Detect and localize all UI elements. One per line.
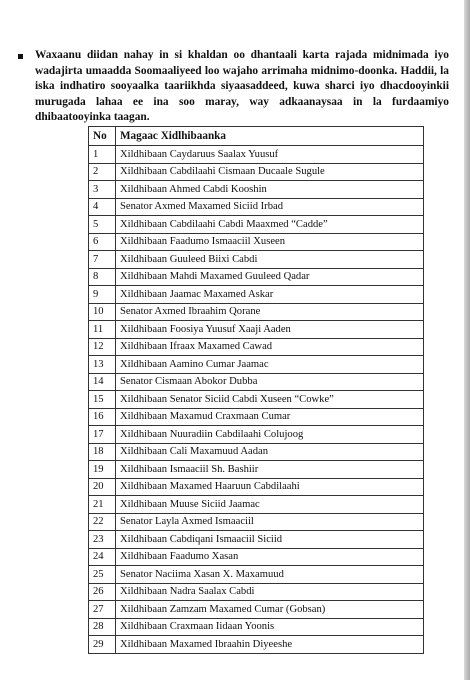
row-number: 6 — [89, 233, 116, 251]
member-name: Xildhibaan Faadumo Ismaaciil Xuseen — [116, 233, 424, 251]
member-name: Xildhibaan Mahdi Maxamed Guuleed Qadar — [116, 268, 424, 286]
intro-paragraph — [14, 48, 450, 126]
table-body — [89, 146, 424, 654]
row-number: 24 — [89, 548, 116, 566]
table-row — [89, 356, 424, 374]
table-row — [89, 548, 424, 566]
table-row — [89, 531, 424, 549]
member-name: Xildhibaan Caydaruus Saalax Yuusuf — [116, 146, 424, 164]
table-row — [89, 373, 424, 391]
member-name: Senator Axmed Ibraahim Qorane — [116, 303, 424, 321]
row-number: 10 — [89, 303, 116, 321]
row-number: 16 — [89, 408, 116, 426]
row-number: 8 — [89, 268, 116, 286]
member-name: Xildhibaan Maxamud Craxmaan Cumar — [116, 408, 424, 426]
member-name: Xildhibaan Cali Maxamuud Aadan — [116, 443, 424, 461]
row-number: 7 — [89, 251, 116, 269]
member-name: Xildhibaan Nuuradiin Cabdilaahi Colujoog — [116, 426, 424, 444]
table-row — [89, 146, 424, 164]
row-number: 25 — [89, 566, 116, 584]
row-number: 17 — [89, 426, 116, 444]
row-number: 27 — [89, 601, 116, 619]
table-header-row — [89, 127, 424, 146]
member-name: Xildhibaan Ahmed Cabdi Kooshin — [116, 181, 424, 199]
table-row — [89, 496, 424, 514]
member-name: Xildhibaan Nadra Saalax Cabdi — [116, 583, 424, 601]
member-name: Xildhibaan Foosiya Yuusuf Xaaji Aaden — [116, 321, 424, 339]
row-number: 3 — [89, 181, 116, 199]
member-name: Xildhibaan Cabdiqani Ismaaciil Siciid — [116, 531, 424, 549]
member-name: Xildhibaan Zamzam Maxamed Cumar (Gobsan) — [116, 601, 424, 619]
member-name: Senator Cismaan Abokor Dubba — [116, 373, 424, 391]
member-name: Xildhibaan Ismaaciil Sh. Bashiir — [116, 461, 424, 479]
row-number: 20 — [89, 478, 116, 496]
table-row — [89, 513, 424, 531]
member-name: Xildhibaan Maxamed Haaruun Cabdilaahi — [116, 478, 424, 496]
page-edge-shadow — [464, 0, 470, 680]
table-row — [89, 321, 424, 339]
members-table — [88, 126, 424, 654]
row-number: 21 — [89, 496, 116, 514]
table-row — [89, 338, 424, 356]
member-name: Xildhibaan Cabdilaahi Cismaan Ducaale Sugule — [116, 163, 424, 181]
row-number: 15 — [89, 391, 116, 409]
table-row — [89, 233, 424, 251]
member-name: Xildhibaan Faadumo Xasan — [116, 548, 424, 566]
member-name: Senator Axmed Maxamed Siciid Irbad — [116, 198, 424, 216]
row-number: 23 — [89, 531, 116, 549]
table-row — [89, 636, 424, 654]
row-number: 22 — [89, 513, 116, 531]
table-row — [89, 618, 424, 636]
member-name: Xildhibaan Jaamac Maxamed Askar — [116, 286, 424, 304]
row-number: 2 — [89, 163, 116, 181]
member-name: Xildhibaan Guuleed Biixi Cabdi — [116, 251, 424, 269]
member-name: Xildhibaan Muuse Siciid Jaamac — [116, 496, 424, 514]
table-row — [89, 391, 424, 409]
member-name: Xildhibaan Senator Siciid Cabdi Xuseen “Cowke” — [116, 391, 424, 409]
table-row — [89, 408, 424, 426]
row-number: 28 — [89, 618, 116, 636]
table-row — [89, 286, 424, 304]
row-number: 13 — [89, 356, 116, 374]
header-no: No — [89, 127, 116, 146]
row-number: 12 — [89, 338, 116, 356]
table-row — [89, 198, 424, 216]
bullet-icon — [18, 54, 23, 59]
row-number: 18 — [89, 443, 116, 461]
member-name: Xildhibaan Maxamed Ibraahin Diyeeshe — [116, 636, 424, 654]
table-row — [89, 443, 424, 461]
table-row — [89, 461, 424, 479]
row-number: 9 — [89, 286, 116, 304]
member-name: Xildhibaan Craxmaan Iidaan Yoonis — [116, 618, 424, 636]
row-number: 29 — [89, 636, 116, 654]
row-number: 4 — [89, 198, 116, 216]
intro-text: Waxaanu diidan nahay in si khaldan oo dhantaali karta rajada midnimada iyo wadajirta umaadda Soomaaliyeed loo wajaho arrimaha midnimo-doonka. Haddii, la iska indhatiro sooyaalka taariikhda siyaasaddeed, kuwa sharci iyo dhacdooyinkii murugada lahaa ee ina soo maray, way adkaanaysaa in la furdaamiyo dhibaatooyinka taagan. — [35, 49, 449, 123]
member-name: Xildhibaan Aamino Cumar Jaamac — [116, 356, 424, 374]
table-row — [89, 601, 424, 619]
table-row — [89, 251, 424, 269]
row-number: 14 — [89, 373, 116, 391]
table-row — [89, 478, 424, 496]
header-name: Magaac Xidlhibaanka — [116, 127, 424, 146]
row-number: 26 — [89, 583, 116, 601]
table-row — [89, 426, 424, 444]
row-number: 1 — [89, 146, 116, 164]
table-row — [89, 268, 424, 286]
member-name: Senator Naciima Xasan X. Maxamuud — [116, 566, 424, 584]
member-name: Xildhibaan Ifraax Maxamed Cawad — [116, 338, 424, 356]
member-name: Senator Layla Axmed Ismaaciil — [116, 513, 424, 531]
table-row — [89, 216, 424, 234]
table-row — [89, 566, 424, 584]
row-number: 19 — [89, 461, 116, 479]
row-number: 11 — [89, 321, 116, 339]
table-row — [89, 583, 424, 601]
table-row — [89, 163, 424, 181]
table-row — [89, 303, 424, 321]
table-row — [89, 181, 424, 199]
member-name: Xildhibaan Cabdilaahi Cabdi Maaxmed “Cadde” — [116, 216, 424, 234]
row-number: 5 — [89, 216, 116, 234]
